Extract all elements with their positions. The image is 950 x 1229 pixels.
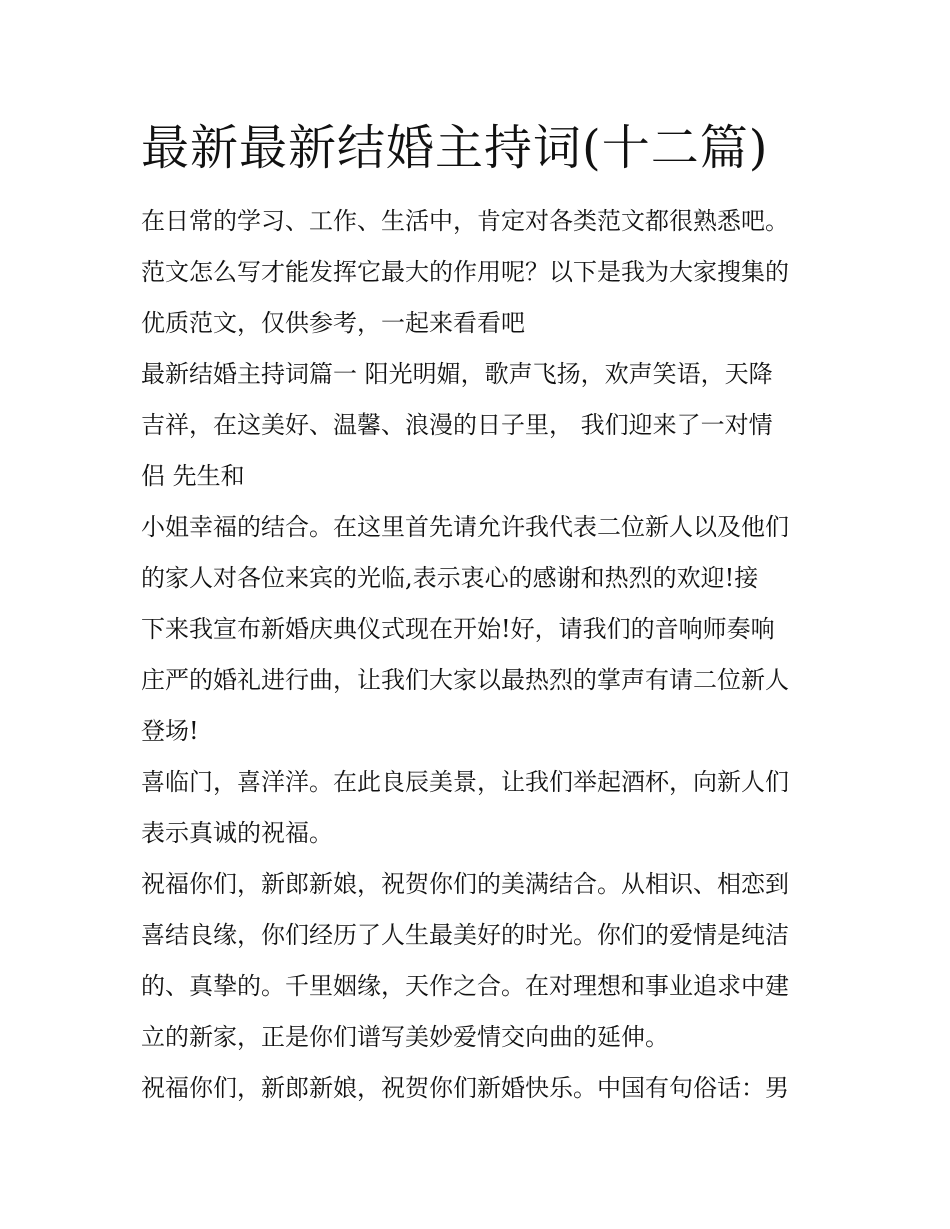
document-title: 最新最新结婚主持词(十二篇) [141,120,769,176]
text-line: 最新结婚主持词篇一 阳光明媚，歌声飞扬，欢声笑语，天降 [141,360,773,388]
text-line: 的家人对各位来宾的光临,表示衷心的感谢和热烈的欢迎!接 [141,564,759,592]
text-line: 小姐幸福的结合。在这里首先请允许我代表二位新人以及他们 [141,513,789,541]
text-line: 登场! [141,717,199,745]
text-line: 侣 先生和 [141,462,245,490]
text-line: 喜临门，喜洋洋。在此良辰美景，让我们举起酒杯，向新人们 [141,768,789,796]
text-line: 祝福你们，新郎新娘，祝贺你们新婚快乐。中国有句俗话：男 [141,1074,789,1102]
text-line: 的、真挚的。千里姻缘，天作之合。在对理想和事业追求中建 [141,972,789,1000]
text-line: 祝福你们，新郎新娘，祝贺你们的美满结合。从相识、相恋到 [141,870,789,898]
text-line: 表示真诚的祝福。 [141,819,333,847]
text-line: 庄严的婚礼进行曲，让我们大家以最热烈的掌声有请二位新人 [141,666,789,694]
text-line: 喜结良缘，你们经历了人生最美好的时光。你们的爱情是纯洁 [141,921,789,949]
text-line: 优质范文，仅供参考，一起来看看吧 [141,309,525,337]
text-line: 下来我宣布新婚庆典仪式现在开始!好，请我们的音响师奏响 [141,615,775,643]
text-line: 立的新家，正是你们谱写美妙爱情交向曲的延伸。 [141,1023,669,1051]
document-body [141,196,813,1114]
text-line: 吉祥，在这美好、温馨、浪漫的日子里， 我们迎来了一对情 [141,411,773,439]
text-line: 范文怎么写才能发挥它最大的作用呢？以下是我为大家搜集的 [141,258,789,286]
text-line: 在日常的学习、工作、生活中，肯定对各类范文都很熟悉吧。 [141,207,789,235]
